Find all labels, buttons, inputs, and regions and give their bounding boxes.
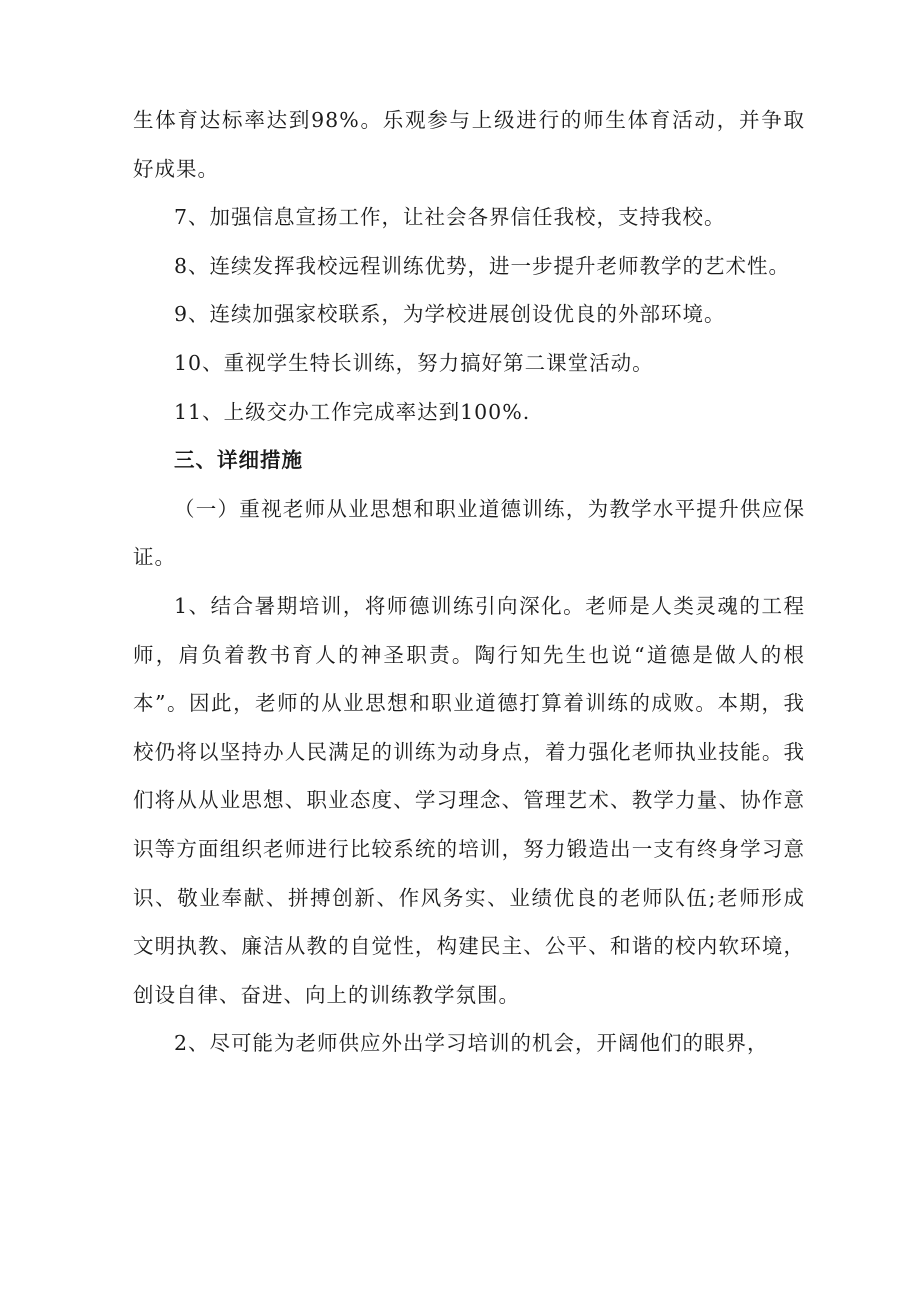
section-heading-measures: 三、详细措施: [174, 448, 303, 473]
paragraph-item-11: 11、上级交办工作完成率达到100%.: [174, 399, 531, 424]
paragraph-measure-1: 1、结合暑期培训，将师德训练引向深化。老师是人类灵魂的工程师，肩负着教书育人的神圣职责。陶行知先生也说“道德是做人的根本”。因此，老师的从业思想和职业道德打算着训练的成败。本期，我校仍将以坚持办人民满足的训练为动身点，着力强化老师执业技能。我们将从从业思想、职业态度、学习理念、管理艺术、教学力量、协作意识等方面组织老师进行比较系统的培训，努力锻造出一支有终身学习意识、敬业奉献、拼搏创新、作风务实、业绩优良的老师队伍;老师形成文明执教、廉洁从教的自觉性，构建民主、公平、和谐的校内软环境，创设自律、奋进、向上的训练教学氛围。: [133, 593, 805, 1007]
paragraph-item-8: 8、连续发挥我校远程训练优势，进一步提升老师教学的艺术性。: [174, 253, 791, 278]
paragraph-sports-rate: 生体育达标率达到98%。乐观参与上级进行的师生体育活动，并争取好成果。: [133, 108, 805, 181]
subsection-heading-1: （一）重视老师从业思想和职业道德训练，为教学水平提升供应保证。: [133, 496, 805, 570]
paragraph-item-10: 10、重视学生特长训练，努力搞好第二课堂活动。: [174, 350, 654, 375]
paragraph-measure-2: 2、尽可能为老师供应外出学习培训的机会，开阔他们的眼界，: [174, 1031, 769, 1056]
paragraph-item-7: 7、加强信息宣扬工作，让社会各界信任我校，支持我校。: [174, 205, 726, 230]
document-body: [133, 96, 805, 1068]
paragraph-item-9: 9、连续加强家校联系，为学校进展创设优良的外部环境。: [174, 302, 726, 327]
